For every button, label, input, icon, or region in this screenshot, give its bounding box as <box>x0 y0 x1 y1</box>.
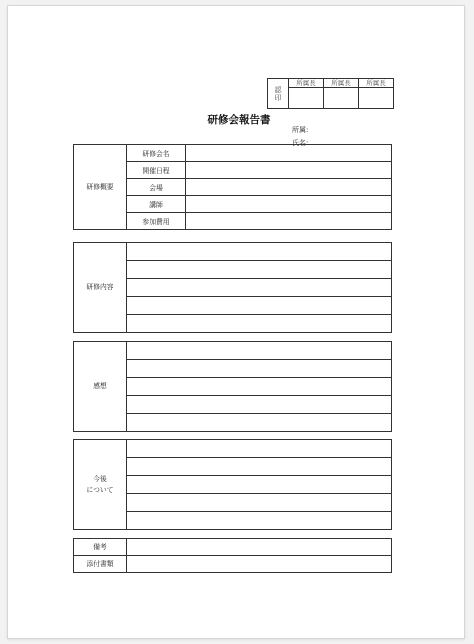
approval-header-3: 所属長 <box>359 79 394 88</box>
field-input-venue[interactable] <box>186 179 392 196</box>
attachments-label: 添付書類 <box>74 556 127 573</box>
field-label-fee: 参加費用 <box>127 213 186 230</box>
impressions-line[interactable] <box>127 360 392 378</box>
future-line[interactable] <box>127 512 392 530</box>
content-section <box>73 242 392 333</box>
content-line[interactable] <box>127 261 392 279</box>
document-page <box>8 6 464 638</box>
field-label-venue: 会場 <box>127 179 186 196</box>
approval-stamp-cell-1[interactable] <box>289 88 324 109</box>
content-line[interactable] <box>127 243 392 261</box>
remarks-section <box>73 538 392 573</box>
future-label-line1: 今後 <box>93 474 107 483</box>
approval-stamp-cell-3[interactable] <box>359 88 394 109</box>
content-label: 研修内容 <box>74 243 127 333</box>
future-line[interactable] <box>127 494 392 512</box>
remarks-label: 備考 <box>74 539 127 556</box>
approval-header-1: 所属長 <box>289 79 324 88</box>
field-input-lecturer[interactable] <box>186 196 392 213</box>
overview-label: 研修概要 <box>74 145 127 230</box>
approval-stamp-cell-2[interactable] <box>324 88 359 109</box>
field-label-schedule: 開催日程 <box>127 162 186 179</box>
document-title: 研修会報告書 <box>207 114 271 126</box>
impressions-line[interactable] <box>127 342 392 360</box>
content-line[interactable] <box>127 297 392 315</box>
impressions-line[interactable] <box>127 414 392 432</box>
field-label-lecturer: 講師 <box>127 196 186 213</box>
approval-header-2: 所属長 <box>324 79 359 88</box>
field-label-seminar-name: 研修会名 <box>127 145 186 162</box>
future-label <box>74 440 127 530</box>
approval-stamp-box <box>267 78 394 109</box>
field-input-schedule[interactable] <box>186 162 392 179</box>
content-line[interactable] <box>127 279 392 297</box>
impressions-line[interactable] <box>127 378 392 396</box>
impressions-section <box>73 341 392 432</box>
overview-section <box>73 144 392 230</box>
impressions-line[interactable] <box>127 396 392 414</box>
field-input-fee[interactable] <box>186 213 392 230</box>
content-line[interactable] <box>127 315 392 333</box>
name-label: 氏名: <box>292 139 309 147</box>
future-section <box>73 439 392 530</box>
field-input-seminar-name[interactable] <box>186 145 392 162</box>
impressions-label: 感想 <box>74 342 127 432</box>
attachments-input[interactable] <box>127 556 392 573</box>
remarks-input[interactable] <box>127 539 392 556</box>
affiliation-label: 所属: <box>292 126 309 134</box>
approval-label: 認印 <box>268 79 289 109</box>
future-line[interactable] <box>127 458 392 476</box>
future-label-line2: について <box>86 485 114 494</box>
future-line[interactable] <box>127 476 392 494</box>
future-line[interactable] <box>127 440 392 458</box>
